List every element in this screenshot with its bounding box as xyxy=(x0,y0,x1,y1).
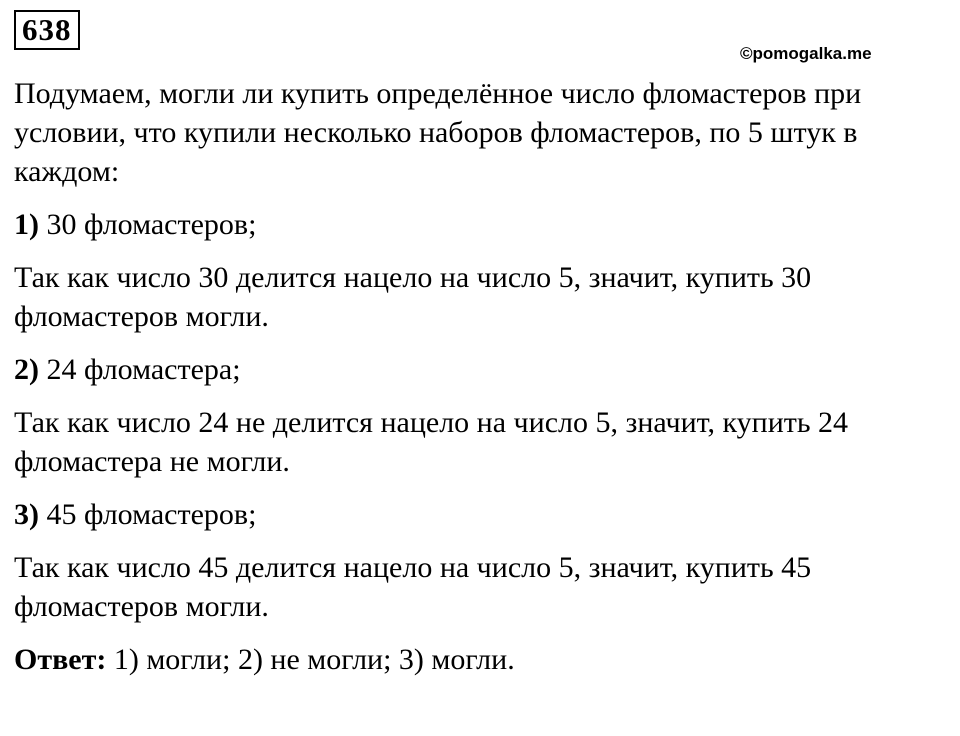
task-number-box: 638 xyxy=(14,10,80,50)
answer-line xyxy=(14,640,949,679)
item-1 xyxy=(14,205,949,244)
item-3-text: 45 фломастеров; xyxy=(39,498,257,531)
item-2-text: 24 фломастера; xyxy=(39,353,241,386)
item-3 xyxy=(14,495,949,534)
item-1-text: 30 фломастеров; xyxy=(39,208,257,241)
item-1-explanation: Так как число 30 делится нацело на число 5, значит, купить 30 фломастеров могли. xyxy=(14,261,812,333)
solution-body xyxy=(14,74,949,679)
answer-text: 1) могли; 2) не могли; 3) могли. xyxy=(106,643,515,676)
item-3-label: 3) xyxy=(14,498,39,531)
item-2-label: 2) xyxy=(14,353,39,386)
item-2 xyxy=(14,350,949,389)
item-1-label: 1) xyxy=(14,208,39,241)
intro-paragraph: Подумаем, могли ли купить определённое число фломастеров при условии, что купили несколько наборов фломастеров, по 5 штук в каждом: xyxy=(14,77,862,188)
item-3-explanation: Так как число 45 делится нацело на число 5, значит, купить 45 фломастеров могли. xyxy=(14,551,812,623)
answer-label: Ответ: xyxy=(14,643,107,676)
item-2-explanation: Так как число 24 не делится нацело на число 5, значит, купить 24 фломастера не могли. xyxy=(14,406,849,478)
watermark: ©pomogalka.me xyxy=(740,44,872,63)
